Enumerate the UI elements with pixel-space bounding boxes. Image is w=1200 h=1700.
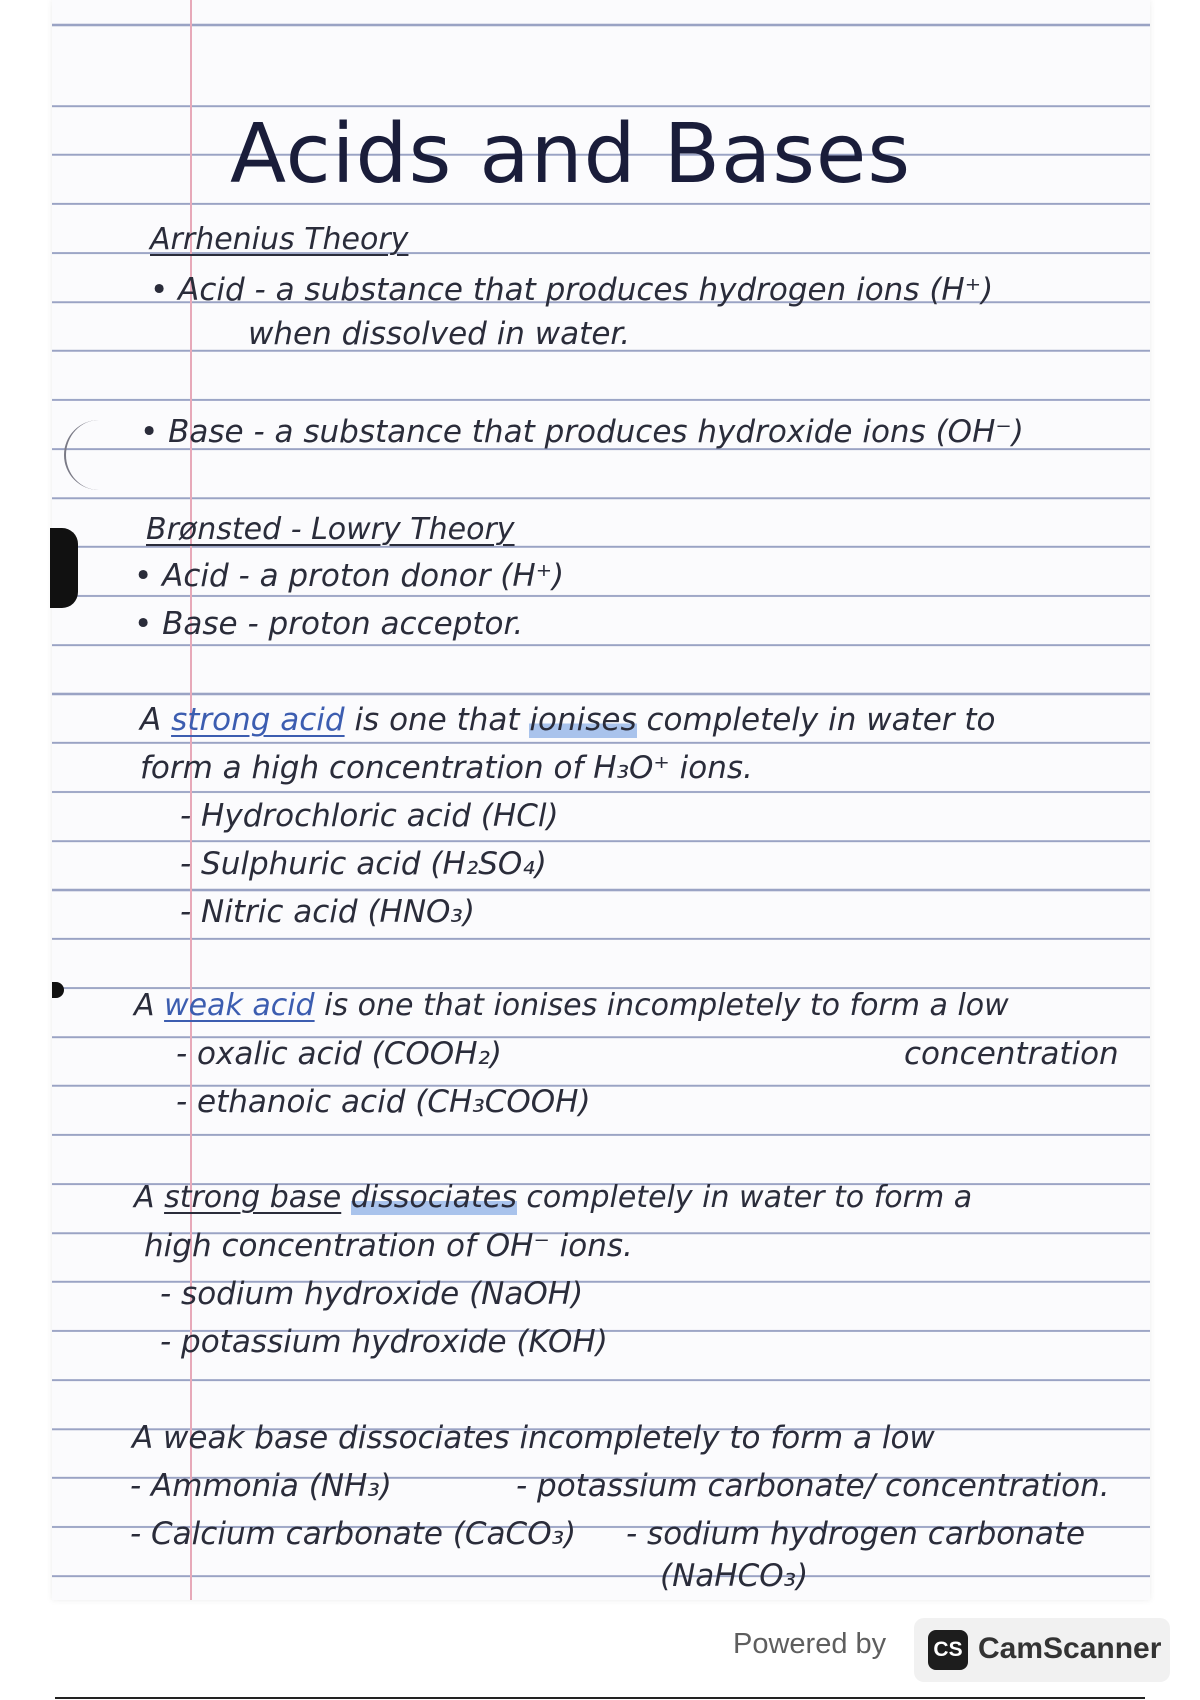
strong-base-rest: completely in water to form a <box>516 1180 973 1215</box>
arrhenius-heading: Arrhenius Theory <box>150 222 409 257</box>
weak-acid-term: weak acid <box>164 988 315 1023</box>
strong-base-line1 <box>134 1176 972 1220</box>
camscanner-logo-icon: CS <box>928 1630 968 1670</box>
strong-acid-line1 <box>140 698 996 742</box>
strong-base-example: - potassium hydroxide (KOH) <box>160 1324 608 1360</box>
strong-acid-term: strong acid <box>171 702 345 738</box>
strong-acid-mid: is one that <box>344 702 530 738</box>
weak-base-formula: (NaHCO₃) <box>660 1558 809 1594</box>
strong-acid-prefix: A <box>140 702 172 738</box>
strong-acid-line2: form a high concentration of H₃O⁺ ions. <box>140 750 753 786</box>
strong-base-term: strong base <box>164 1180 342 1215</box>
strong-base-prefix: A <box>134 1180 165 1215</box>
arrhenius-acid-line2: when dissolved in water. <box>248 316 631 352</box>
powered-by-label: Powered by <box>733 1628 887 1660</box>
strong-base-verb: dissociates <box>350 1180 517 1215</box>
strong-acid-example: - Hydrochloric acid (HCl) <box>180 798 559 834</box>
strong-acid-verb: ionises <box>529 702 637 738</box>
weak-acid-rest: is one that ionises incompletely to form a low <box>314 988 1009 1023</box>
weak-base-example: - sodium hydrogen carbonate <box>626 1516 1086 1552</box>
bronsted-acid-line: • Acid - a proton donor (H⁺) <box>134 558 565 594</box>
weak-acid-line1 <box>134 984 1009 1028</box>
weak-acid-example: - oxalic acid (COOH₂) <box>176 1036 503 1072</box>
strong-acid-example: - Sulphuric acid (H₂SO₄) <box>180 846 547 882</box>
strong-base-space <box>341 1180 351 1215</box>
page-title: Acids and Bases <box>230 107 912 202</box>
strong-acid-rest: completely in water to <box>636 702 996 738</box>
bottom-rule <box>55 1697 1145 1699</box>
weak-acid-prefix: A <box>134 988 165 1023</box>
weak-acid-wrap: concentration <box>904 1036 1119 1072</box>
bronsted-base-line: • Base - proton acceptor. <box>134 606 524 642</box>
weak-base-line1: A weak base dissociates incompletely to form a low <box>132 1420 935 1456</box>
weak-base-example: - potassium carbonate/ concentration. <box>516 1468 1110 1504</box>
camscanner-brand: CamScanner <box>978 1632 1162 1665</box>
bronsted-heading: Brønsted - Lowry Theory <box>146 512 515 547</box>
weak-base-example: - Calcium carbonate (CaCO₃) <box>130 1516 577 1552</box>
binder-clip-icon <box>50 528 78 608</box>
strong-base-line2: high concentration of OH⁻ ions. <box>144 1228 633 1264</box>
camscanner-badge <box>914 1618 1170 1682</box>
arrhenius-base-line: • Base - a substance that produces hydroxide ions (OH⁻) <box>140 414 1024 450</box>
strong-base-example: - sodium hydroxide (NaOH) <box>160 1276 584 1312</box>
weak-acid-example: - ethanoic acid (CH₃COOH) <box>176 1084 591 1120</box>
weak-base-example: - Ammonia (NH₃) <box>130 1468 392 1504</box>
arrhenius-acid-line1: • Acid - a substance that produces hydrogen ions (H⁺) <box>150 272 994 308</box>
strong-acid-example: - Nitric acid (HNO₃) <box>180 894 475 930</box>
